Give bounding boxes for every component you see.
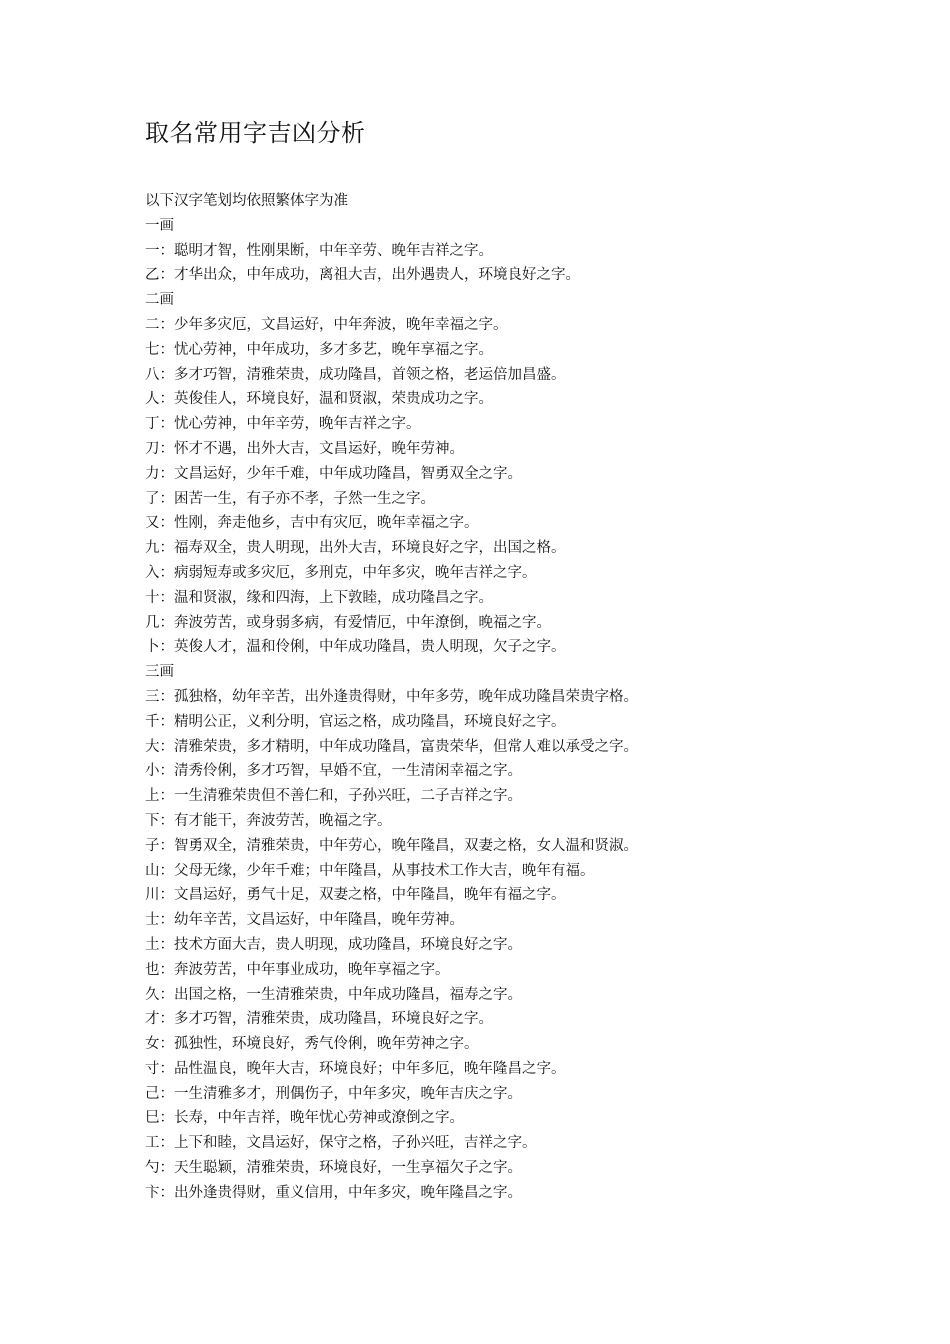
entry-item: 己：一生清雅多才，刑偶伤子，中年多灾，晚年吉庆之字。 xyxy=(145,1085,522,1102)
entry-item: 一：聪明才智，性刚果断，中年辛劳、晚年吉祥之字。 xyxy=(145,242,493,259)
entry-item: 了：困苦一生，有子亦不孝，子然一生之字。 xyxy=(145,490,435,507)
document-title: 取名常用字吉凶分析 xyxy=(145,119,366,147)
entry-item: 勺：天生聪颖，清雅荣贵，环境良好，一生享福欠子之字。 xyxy=(145,1160,522,1177)
entry-item: 土：技术方面大吉，贵人明现，成功隆昌，环境良好之字。 xyxy=(145,936,522,953)
entry-item: 七：忧心劳神，中年成功，多才多艺，晚年享福之字。 xyxy=(145,341,493,358)
entry-item: 小：清秀伶俐，多才巧智，早婚不宜，一生清闲幸福之字。 xyxy=(145,763,522,780)
entry-item: 三：孤独格，幼年辛苦，出外逢贵得财，中年多劳，晚年成功隆昌荣贵字格。 xyxy=(145,688,638,705)
entry-item: 丁：忧心劳神，中年辛劳，晚年吉祥之字。 xyxy=(145,416,421,433)
entry-item: 也：奔波劳苦，中年事业成功，晚年享福之字。 xyxy=(145,961,450,978)
entry-item: 上：一生清雅荣贵但不善仁和，子孙兴旺，二子吉祥之字。 xyxy=(145,788,522,805)
entry-item: 士：幼年辛苦，文昌运好，中年隆昌，晚年劳神。 xyxy=(145,912,464,929)
entry-item: 二：少年多灾厄，文昌运好，中年奔波，晚年幸福之字。 xyxy=(145,316,508,333)
document-body xyxy=(145,189,845,1206)
entry-item: 又：性刚，奔走他乡，吉中有灾厄，晚年幸福之字。 xyxy=(145,515,479,532)
entry-item: 大：清雅荣贵，多才精明，中年成功隆昌，富贵荣华，但常人难以承受之字。 xyxy=(145,738,638,755)
entry-item: 山：父母无缘，少年千难；中年隆昌，从事技术工作大吉，晚年有福。 xyxy=(145,862,595,879)
entry-item: 刀：怀才不遇，出外大吉，文昌运好，晚年劳神。 xyxy=(145,440,464,457)
entry-item: 巳：长寿，中年吉祥，晚年忧心劳神或潦倒之字。 xyxy=(145,1110,464,1127)
intro-text: 以下汉字笔划均依照繁体字为准 xyxy=(145,193,348,209)
entry-item: 八：多才巧智，清雅荣贵，成功隆昌，首领之格，老运倍加昌盛。 xyxy=(145,366,566,383)
entry-item: 几：奔波劳苦，或身弱多病，有爱情厄，中年潦倒，晚福之字。 xyxy=(145,614,551,631)
entry-item: 才：多才巧智，清雅荣贵，成功隆昌，环境良好之字。 xyxy=(145,1011,493,1028)
entry-item: 子：智勇双全，清雅荣贵，中年劳心，晚年隆昌，双妻之格，女人温和贤淑。 xyxy=(145,837,638,854)
entry-item: 女：孤独性，环境良好，秀气伶俐，晚年劳神之字。 xyxy=(145,1036,479,1053)
entry-item: 力：文昌运好，少年千难，中年成功隆昌，智勇双全之字。 xyxy=(145,465,522,482)
entry-item: 千：精明公正，义利分明，官运之格，成功隆昌，环境良好之字。 xyxy=(145,713,566,730)
entry-item: 寸：品性温良，晚年大吉，环境良好；中年多厄，晚年隆昌之字。 xyxy=(145,1060,566,1077)
entry-item: 十：温和贤淑，缘和四海，上下敦睦，成功隆昌之字。 xyxy=(145,589,493,606)
entry-item: 乙：才华出众，中年成功，离祖大吉，出外遇贵人，环境良好之字。 xyxy=(145,267,580,284)
entry-item: 入：病弱短寿或多灾厄，多刑克，中年多灾，晚年吉祥之字。 xyxy=(145,564,537,581)
entry-item: 川：文昌运好，勇气十足，双妻之格，中年隆昌，晚年有福之字。 xyxy=(145,887,566,904)
entry-item: 卜：英俊人才，温和伶俐，中年成功隆昌，贵人明现，欠子之字。 xyxy=(145,639,566,656)
section-heading: 一画 xyxy=(145,217,174,234)
section-heading: 三画 xyxy=(145,664,174,681)
entry-item: 九：福寿双全，贵人明现，出外大吉，环境良好之字，出国之格。 xyxy=(145,540,566,557)
section-heading: 二画 xyxy=(145,292,174,309)
entry-item: 工：上下和睦，文昌运好，保守之格，子孙兴旺，吉祥之字。 xyxy=(145,1135,537,1152)
entry-item: 久：出国之格，一生清雅荣贵，中年成功隆昌，福寿之字。 xyxy=(145,986,522,1003)
entry-item: 卞：出外逢贵得财，重义信用，中年多灾，晚年隆昌之字。 xyxy=(145,1184,522,1201)
entry-item: 人：英俊佳人，环境良好，温和贤淑，荣贵成功之字。 xyxy=(145,391,493,408)
entry-item: 下：有才能干，奔波劳苦，晚福之字。 xyxy=(145,812,392,829)
